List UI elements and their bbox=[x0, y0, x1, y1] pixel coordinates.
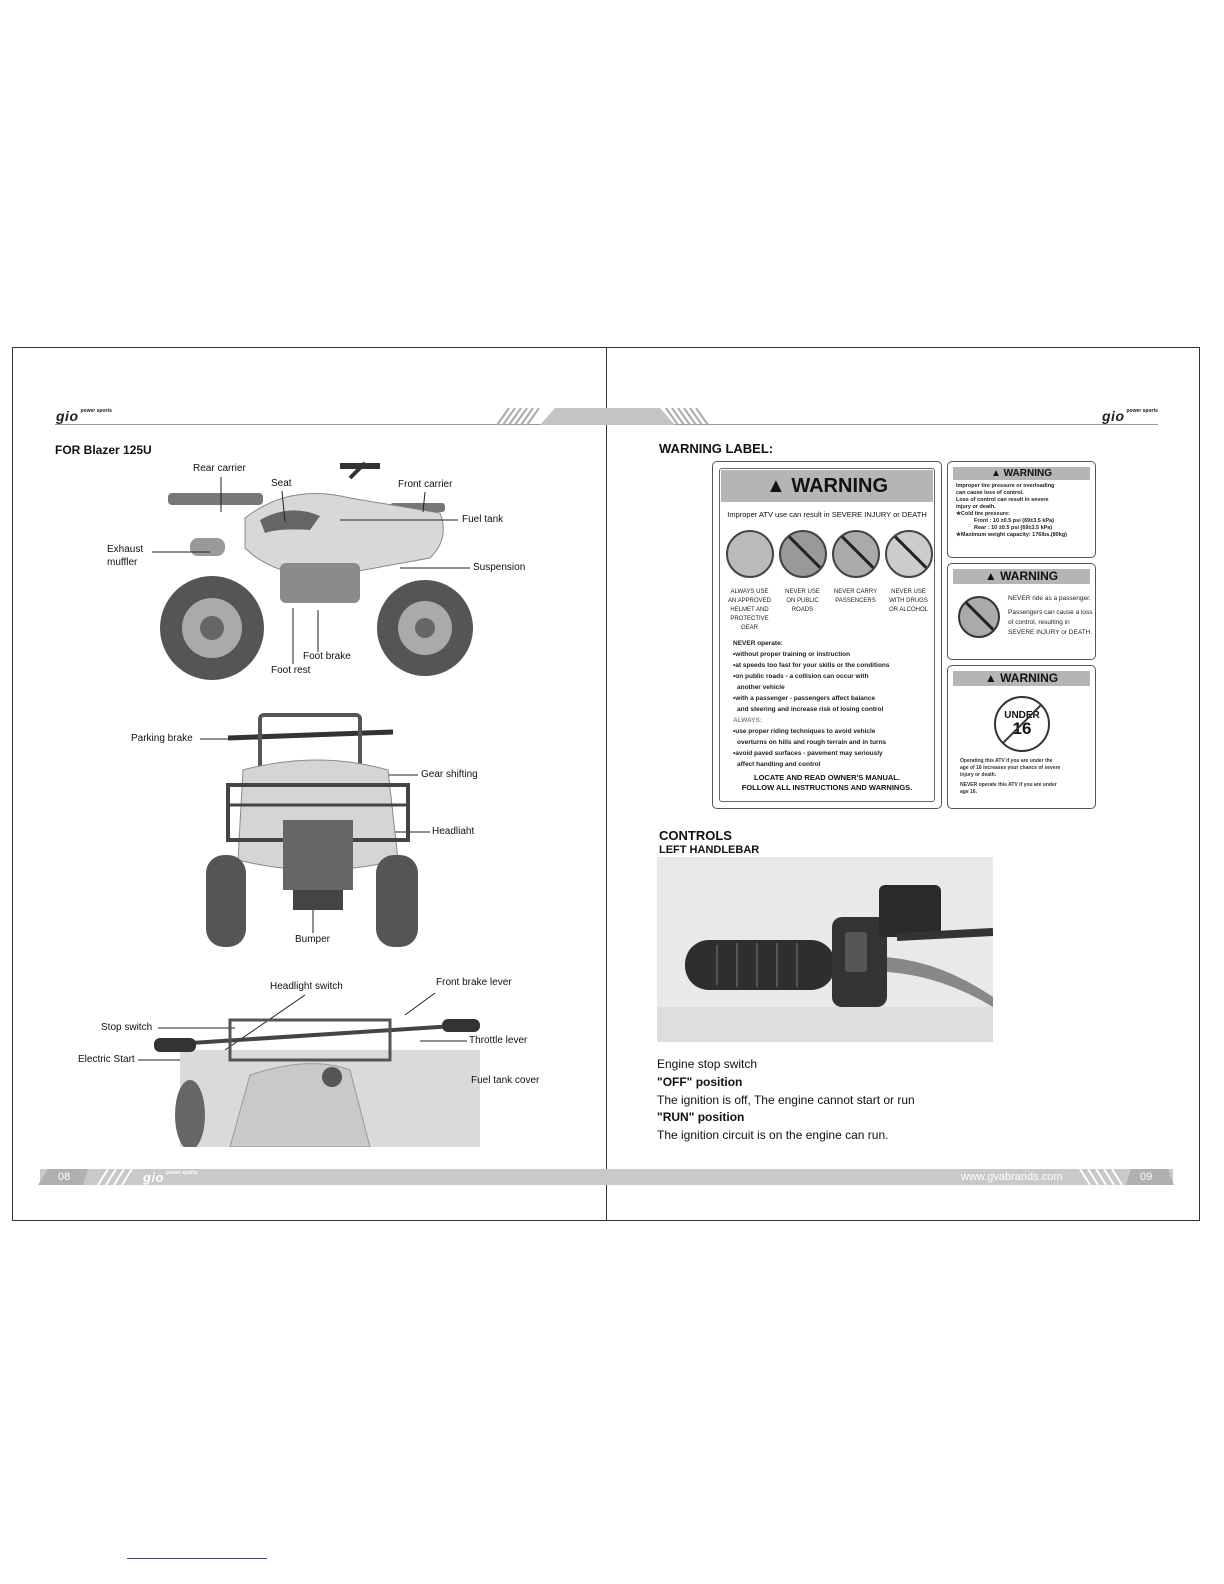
model-heading: FOR Blazer 125U bbox=[55, 443, 152, 457]
main-warning-footer: LOCATE AND READ OWNER'S MANUAL. FOLLOW ALL INSTRUCTIONS AND WARNINGS. bbox=[741, 773, 913, 792]
run-position-text: The ignition circuit is on the engine can run. bbox=[657, 1128, 889, 1142]
atv-handlebar-view-image bbox=[150, 995, 480, 1147]
callout-electric-start: Electric Start bbox=[78, 1054, 135, 1065]
bottom-link-underline bbox=[127, 1558, 267, 1559]
off-position-text: The ignition is off, The engine cannot start or run bbox=[657, 1093, 915, 1107]
callout-headlight: Headliaht bbox=[432, 826, 475, 837]
main-warning-subtitle: Improper ATV use can result in SEVERE INJURY or DEATH bbox=[727, 510, 927, 519]
warning-triangle-icon: ▲ bbox=[984, 569, 997, 583]
tire-warning-text: Improper tire pressure or overloading can cause loss of control. Loss of control can result in severe injury or death. ★Cold tire pressure: Front : 10 ±0.5 psi (69±3.5 kPa) Rear : 10 ±0.5 psi (69±3.5 kPa) ★Maximum weight capacity: 176lbs.(80kg) bbox=[956, 483, 1067, 538]
main-warning-icon-row: ALWAYS USE AN APPROVED HELMET AND PROTECTIVE GEAR NEVER USE ON PUBLIC ROADS NEVER CARRY PASSENCERS NEVER USE WITH DRUGS OR ALCOHOL bbox=[723, 530, 935, 622]
engine-stop-switch-label: Engine stop switch bbox=[657, 1057, 758, 1071]
warning-label-heading: WARNING LABEL: bbox=[659, 441, 774, 456]
page-number-left: 08 bbox=[58, 1171, 71, 1183]
passenger-icon bbox=[832, 530, 880, 578]
main-warning-label bbox=[712, 461, 942, 809]
callout-bumper: Bumper bbox=[295, 934, 331, 945]
passenger-warning-label bbox=[947, 563, 1096, 660]
tire-pressure-warning-label bbox=[947, 461, 1096, 558]
helmet-icon bbox=[726, 530, 774, 578]
main-warning-title-bar: ▲ WARNING bbox=[721, 470, 933, 502]
brand-logo-right: gio $^{power sports}$ bbox=[1102, 408, 1158, 424]
callout-exhaust-muffler-2: muffler bbox=[107, 557, 138, 568]
warning-triangle-icon: ▲ bbox=[990, 468, 1001, 479]
controls-heading: CONTROLS bbox=[659, 828, 732, 843]
callout-fuel-tank-cover: Fuel tank cover bbox=[471, 1075, 540, 1086]
passenger-warning-title-bar: ▲ WARNING bbox=[953, 569, 1090, 584]
callout-front-carrier: Front carrier bbox=[398, 479, 453, 490]
off-position-label: "OFF" position bbox=[657, 1075, 743, 1089]
no-passenger-icon bbox=[958, 596, 1000, 638]
age-warning-label bbox=[947, 665, 1096, 809]
road-icon bbox=[779, 530, 827, 578]
footer-brand-logo: gio $^{power sports}$ bbox=[143, 1170, 198, 1185]
callout-exhaust-muffler-1: Exhaust bbox=[107, 544, 144, 555]
left-handlebar-heading: LEFT HANDLEBAR bbox=[659, 844, 760, 856]
drugs-icon bbox=[885, 530, 933, 578]
callout-front-brake-lever: Front brake lever bbox=[436, 977, 512, 988]
age-warning-text: Operating this ATV if you are under the age of 16 increases your chance of severe injury or death. NEVER operate this ATV if you are under age 16. bbox=[960, 758, 1061, 795]
run-position-label: "RUN" position bbox=[657, 1110, 745, 1124]
callout-foot-brake: Foot brake bbox=[303, 651, 351, 662]
atv-front-view-image bbox=[198, 710, 438, 950]
under-16-icon: UNDER 16 bbox=[994, 696, 1050, 752]
callout-seat: Seat bbox=[271, 478, 292, 489]
footer-right-cap bbox=[1076, 1169, 1176, 1185]
callout-headlight-switch: Headlight switch bbox=[270, 981, 343, 992]
warning-triangle-icon: ▲ bbox=[765, 475, 786, 497]
age-warning-title-bar: ▲ WARNING bbox=[953, 671, 1090, 686]
tire-warning-title-bar: ▲ WARNING bbox=[953, 467, 1090, 480]
footer-website[interactable]: www.gvabrands.com bbox=[961, 1171, 1063, 1183]
callout-suspension: Suspension bbox=[473, 562, 526, 573]
page-number-right: 09 bbox=[1140, 1171, 1153, 1183]
left-handlebar-photo bbox=[657, 857, 993, 1042]
callout-stop-switch: Stop switch bbox=[101, 1022, 153, 1033]
callout-gear-shifting: Gear shifting bbox=[421, 769, 478, 780]
passenger-warning-text: NEVER ride as a passenger. Passengers can cause a loss of control, resulting in SEVERE INJURY or DEATH. bbox=[1008, 595, 1093, 636]
callout-fuel-tank: Fuel tank bbox=[462, 514, 504, 525]
warning-triangle-icon: ▲ bbox=[984, 671, 997, 685]
callout-foot-rest: Foot rest bbox=[271, 665, 311, 676]
footer-left-cap bbox=[38, 1169, 138, 1185]
callout-parking-brake: Parking brake bbox=[131, 733, 193, 744]
main-warning-rules: NEVER operate: •without proper training or instruction •at speeds too fast for your skills or the conditions •on public roads - a collision can occur with another vehicle •with a passenger - passengers affect balance and steering and increase risk of losing control ALWAYS: •use proper riding techniques to avoid vehicle overturns on hills and rough terrain and in turns •avoid paved surfaces - pavement may seriously affect handling and control bbox=[733, 640, 890, 768]
callout-throttle-lever: Throttle lever bbox=[469, 1035, 528, 1046]
callout-rear-carrier: Rear carrier bbox=[193, 463, 246, 474]
brand-logo-left: gio $^{power sports}$ bbox=[56, 408, 112, 424]
